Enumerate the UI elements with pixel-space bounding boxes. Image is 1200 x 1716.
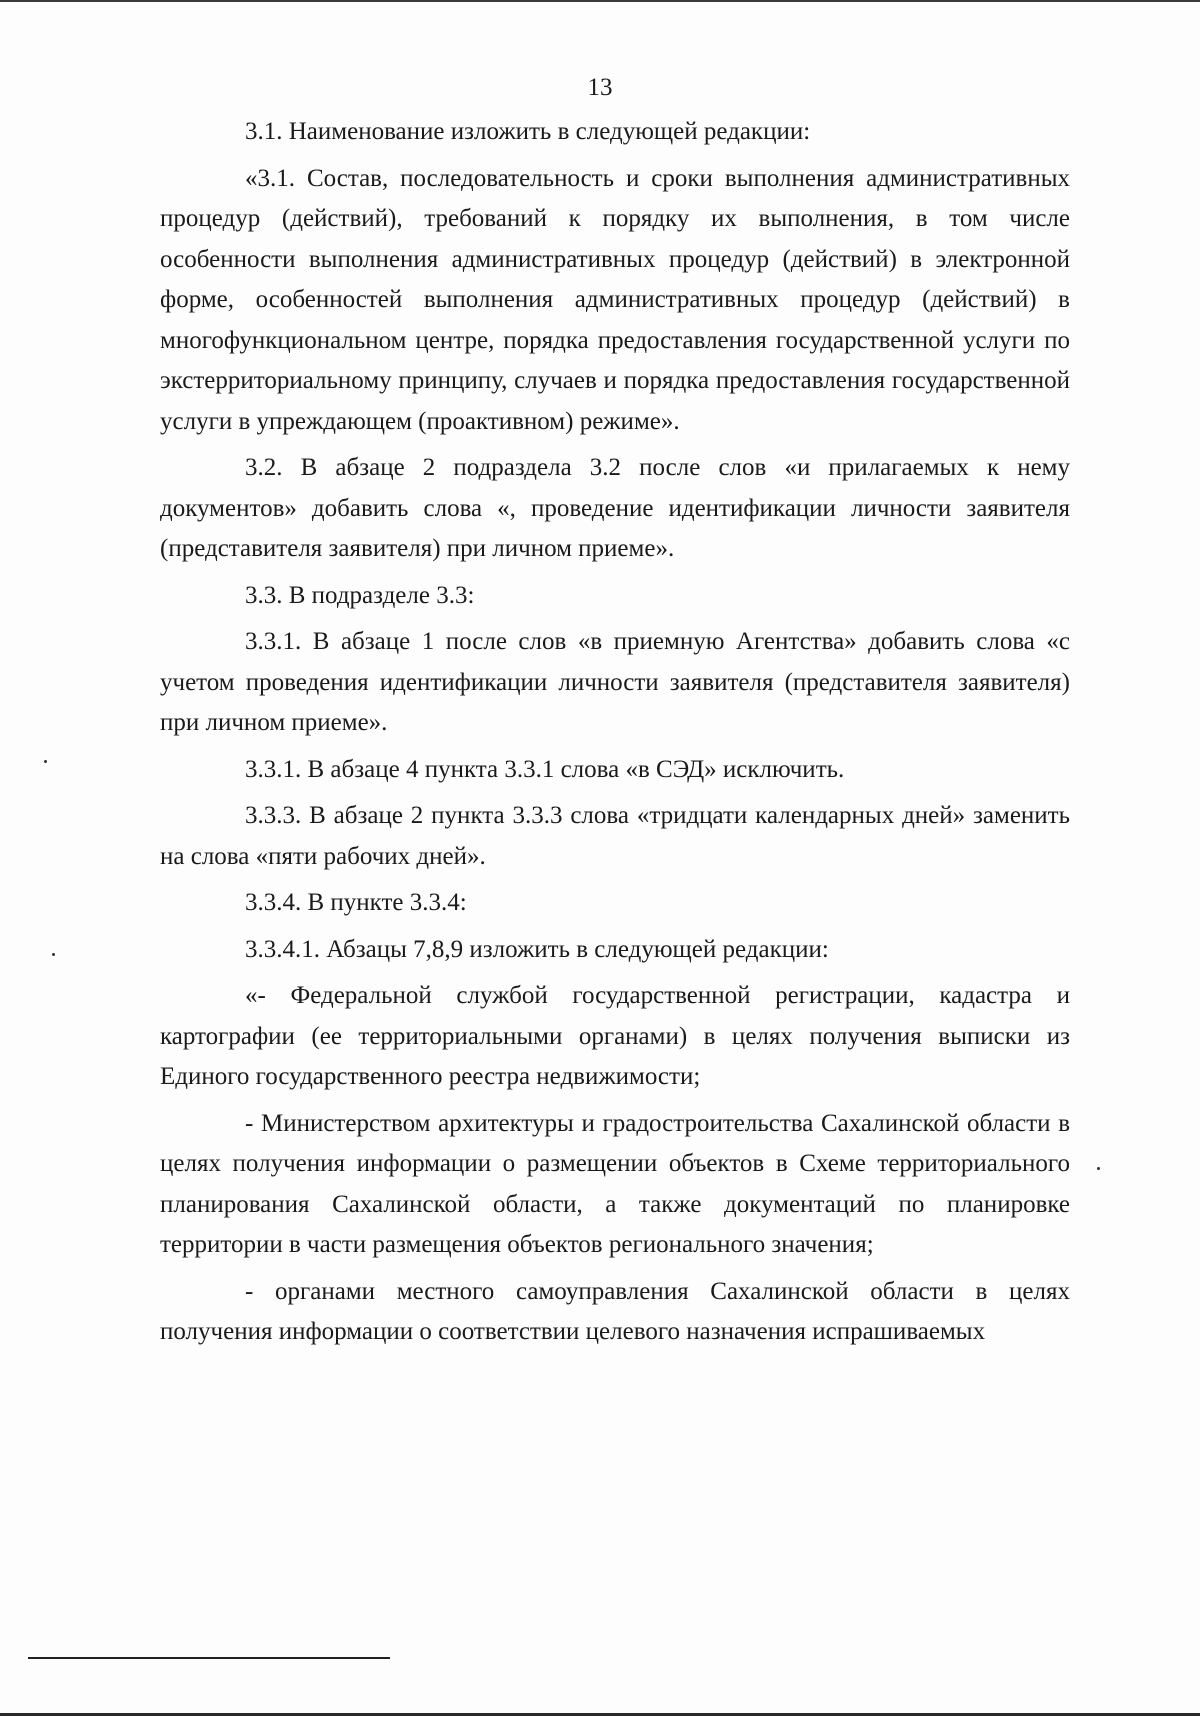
scan-speck [1097,1167,1100,1170]
paragraph-local-government: - органами местного самоуправления Сахалинской области в целях получения информации о соответствии целевого назначения испрашиваемых [160,1277,1070,1345]
paragraph-3-3-4-1: 3.3.4.1. Абзацы 7,8,9 изложить в следующей редакции: [245,935,829,963]
paragraph-3-3-3: 3.3.3. В абзаце 2 пункта 3.3.3 слова «тридцати календарных дней» заменить на слова «пяти рабочих дней». [160,802,1070,870]
paragraph-3-3-4: 3.3.4. В пункте 3.3.4: [245,889,467,916]
page-number: 13 [587,74,613,101]
paragraph-3-3-1: 3.3.1. В абзаце 1 после слов «в приемную Агентства» добавить слова «с учетом проведения идентификации личности заявителя (представителя заявителя) при личном приеме». [160,628,1070,736]
paragraph-3-1-text: «3.1. Состав, последовательность и сроки выполнения административных процедур (действий), требований к порядку их выполнения, в том числе особенности выполнения административных процедур (действий) в электронной форме, особенностей выполнения административных процедур (действий) в многофункциональном центре, порядка предоставления государственной услуги по экстерриториальному принципу, случаев и порядка предоставления государственной услуги в упреждающем (проактивном) режиме». [160,164,1070,435]
scan-speck [44,760,47,763]
scan-speck [52,953,55,956]
paragraph-3-1-heading: 3.1. Наименование изложить в следующей редакции: [245,118,811,145]
footnote-separator [28,1657,390,1659]
paragraph-3-2: 3.2. В абзаце 2 подраздела 3.2 после слов «и прилагаемых к нему документов» добавить слова «, проведение идентификации личности заявителя (представителя заявителя) при личном приеме». [160,454,1070,562]
paragraph-rosreestr: «- Федеральной службой государственной регистрации, кадастра и картографии (ее территориальными органами) в целях получения выписки из Единого государственного реестра недвижимости; [160,982,1070,1090]
scan-top-edge [0,0,1200,2]
paragraph-3-3-1-second: 3.3.1. В абзаце 4 пункта 3.3.1 слова «в СЭД» исключить. [245,755,845,783]
paragraph-3-3: 3.3. В подразделе 3.3: [245,581,475,609]
document-body [160,112,1070,1359]
paragraph-ministry-architecture: - Министерством архитектуры и градостроительства Сахалинской области в целях получения информации о размещении объектов в Схеме территориального планирования Сахалинской области, а также документаций по планировке территории в части размещения объектов регионального значения; [160,1109,1070,1258]
